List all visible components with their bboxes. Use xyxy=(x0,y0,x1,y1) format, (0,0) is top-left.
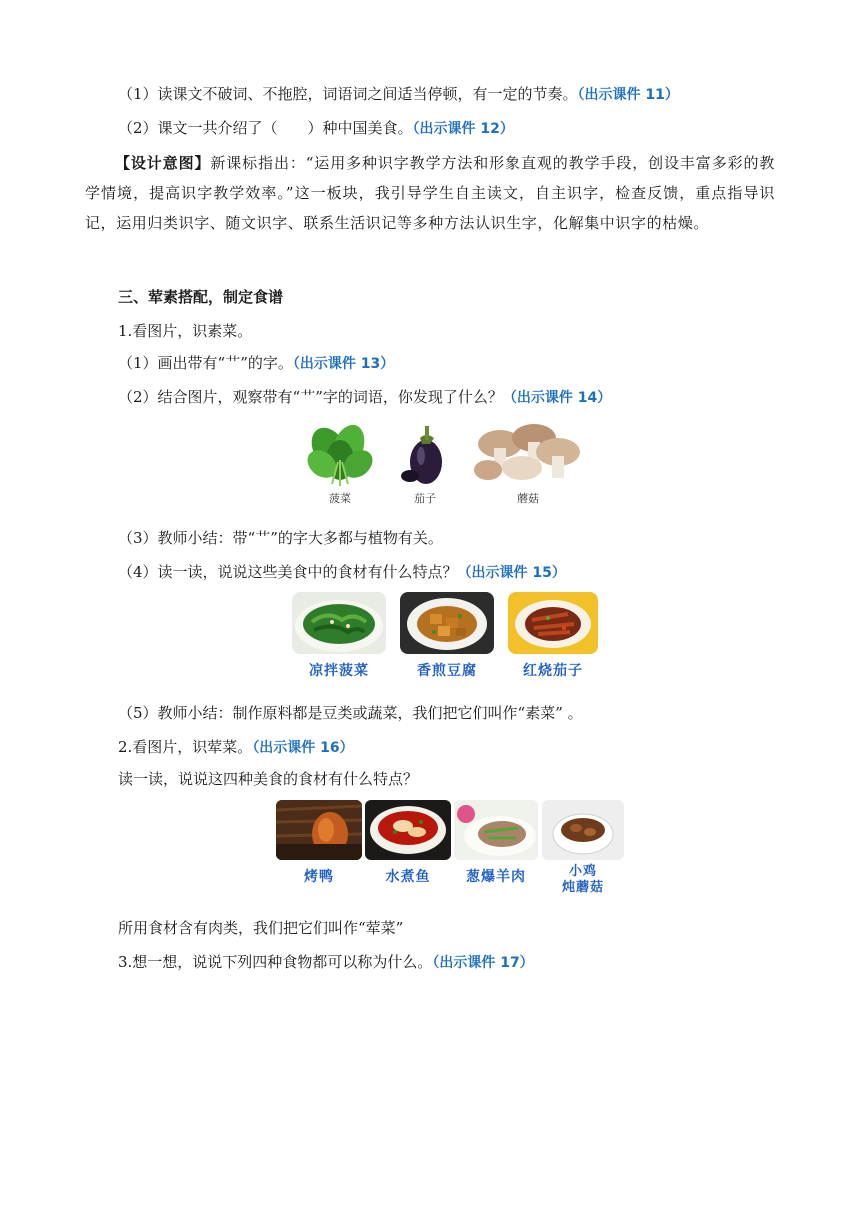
design-intent-paragraph xyxy=(85,148,775,238)
spinach-caption: 菠菜 xyxy=(329,492,351,505)
dish-photo xyxy=(542,800,624,860)
courseware-cite: （出示课件 15） xyxy=(457,565,566,581)
vegetarian-dishes-figure xyxy=(292,592,598,680)
courseware-cite: （出示课件 14） xyxy=(502,390,612,406)
dish-braised-eggplant xyxy=(508,592,598,680)
line-text: （1）读课文不破词、不拖腔，词语词之间适当停顿，有一定的节奏。 xyxy=(118,85,578,103)
line-text: 2.看图片，识荤菜。 xyxy=(118,738,253,756)
step-2b: 所用食材含有肉类，我们把它们叫作“荤菜” xyxy=(118,919,404,937)
step-1c: （3）教师小结：带“艹”的字大多都与植物有关。 xyxy=(118,529,443,547)
courseware-cite: （出示课件 12） xyxy=(412,121,514,137)
chicken-mushroom-image xyxy=(542,800,624,860)
line-text: （2）课文一共介绍了（ ）种中国美食。 xyxy=(118,119,413,137)
step-3-title xyxy=(118,952,534,973)
dish-caption: 葱爆羊肉 xyxy=(466,869,526,885)
dish-roast-duck xyxy=(276,800,362,896)
courseware-cite: （出示课件 11） xyxy=(577,87,679,103)
dish-photo xyxy=(454,800,538,860)
cold-spinach-image xyxy=(292,592,386,654)
dish-caption-line1: 小鸡 xyxy=(568,864,597,879)
step-2a: 读一读，说说这四种美食的食材有什么特点？ xyxy=(118,770,419,788)
lamb-scallion-image xyxy=(454,800,538,860)
braised-eggplant-image xyxy=(508,592,598,654)
roast-duck-image xyxy=(276,800,362,860)
eggplant-caption: 茄子 xyxy=(414,492,436,505)
dish-photo xyxy=(508,592,598,654)
line-text: 3.想一想，说说下列四种食物都可以称为什么。 xyxy=(118,953,433,971)
dish-chicken-mushroom xyxy=(541,800,625,896)
line-text: （1）画出带有“艹”的字。 xyxy=(118,354,293,372)
step-1d xyxy=(118,562,566,583)
design-intent-text: 新课标指出：“运用多种识字教学方法和形象直观的教学手段，创设丰富多彩的教学情境，提高识字教学效率。”这一板块，我引导学生自主读文，自主识字，检查反馈，重点指导识记，运用归类识字、随文识字、联系生活识记等多种方法认识生字，化解集中识字的枯燥。 xyxy=(85,154,775,232)
line-text: （4）读一读，说说这些美食中的食材有什么特点？ xyxy=(118,563,458,581)
section-heading: 三、荤素搭配，制定食谱 xyxy=(118,288,284,306)
dish-caption: 烤鸭 xyxy=(304,869,334,885)
mushroom-caption: 蘑菇 xyxy=(517,492,539,505)
boiled-fish-image xyxy=(365,800,451,860)
dish-boiled-fish xyxy=(365,800,451,896)
step-1b xyxy=(118,387,611,408)
step-2-title xyxy=(118,737,354,758)
courseware-cite: （出示课件 16） xyxy=(252,740,354,756)
dish-photo xyxy=(292,592,386,654)
courseware-cite: （出示课件 13） xyxy=(292,356,395,372)
line-text: （2）结合图片，观察带有“艹”字的词语，你发现了什么？ xyxy=(118,388,503,406)
step-1e: （5）教师小结：制作原料都是豆类或蔬菜，我们把它们叫作“素菜” 。 xyxy=(118,704,583,722)
dish-lamb-scallion xyxy=(454,800,538,896)
text-line-reading-1 xyxy=(118,84,679,105)
dish-caption: 凉拌菠菜 xyxy=(309,663,369,679)
fried-tofu-image xyxy=(400,592,494,654)
meat-dishes-figure xyxy=(276,800,625,896)
dish-caption-line2: 炖蘑菇 xyxy=(561,880,604,895)
dish-photo xyxy=(400,592,494,654)
dish-photo xyxy=(276,800,362,860)
dish-photo xyxy=(365,800,451,860)
spinach-image xyxy=(300,420,380,488)
dish-caption: 水煮鱼 xyxy=(385,869,431,885)
design-intent-label: 【设计意图】 xyxy=(115,154,211,172)
step-1a xyxy=(118,353,394,374)
spinach-figure xyxy=(300,420,380,506)
step-1-title: 1.看图片，识素菜。 xyxy=(118,322,253,340)
text-line-reading-2 xyxy=(118,118,514,139)
eggplant-figure xyxy=(390,420,460,506)
dish-cold-spinach xyxy=(292,592,386,680)
dish-fried-tofu xyxy=(400,592,494,680)
mushroom-image xyxy=(470,420,586,488)
dish-caption: 香煎豆腐 xyxy=(417,663,477,679)
courseware-cite: （出示课件 17） xyxy=(432,955,534,971)
mushroom-figure xyxy=(470,420,586,506)
dish-caption: 红烧茄子 xyxy=(523,663,583,679)
eggplant-image xyxy=(390,420,460,488)
vegetable-figure xyxy=(300,420,586,506)
